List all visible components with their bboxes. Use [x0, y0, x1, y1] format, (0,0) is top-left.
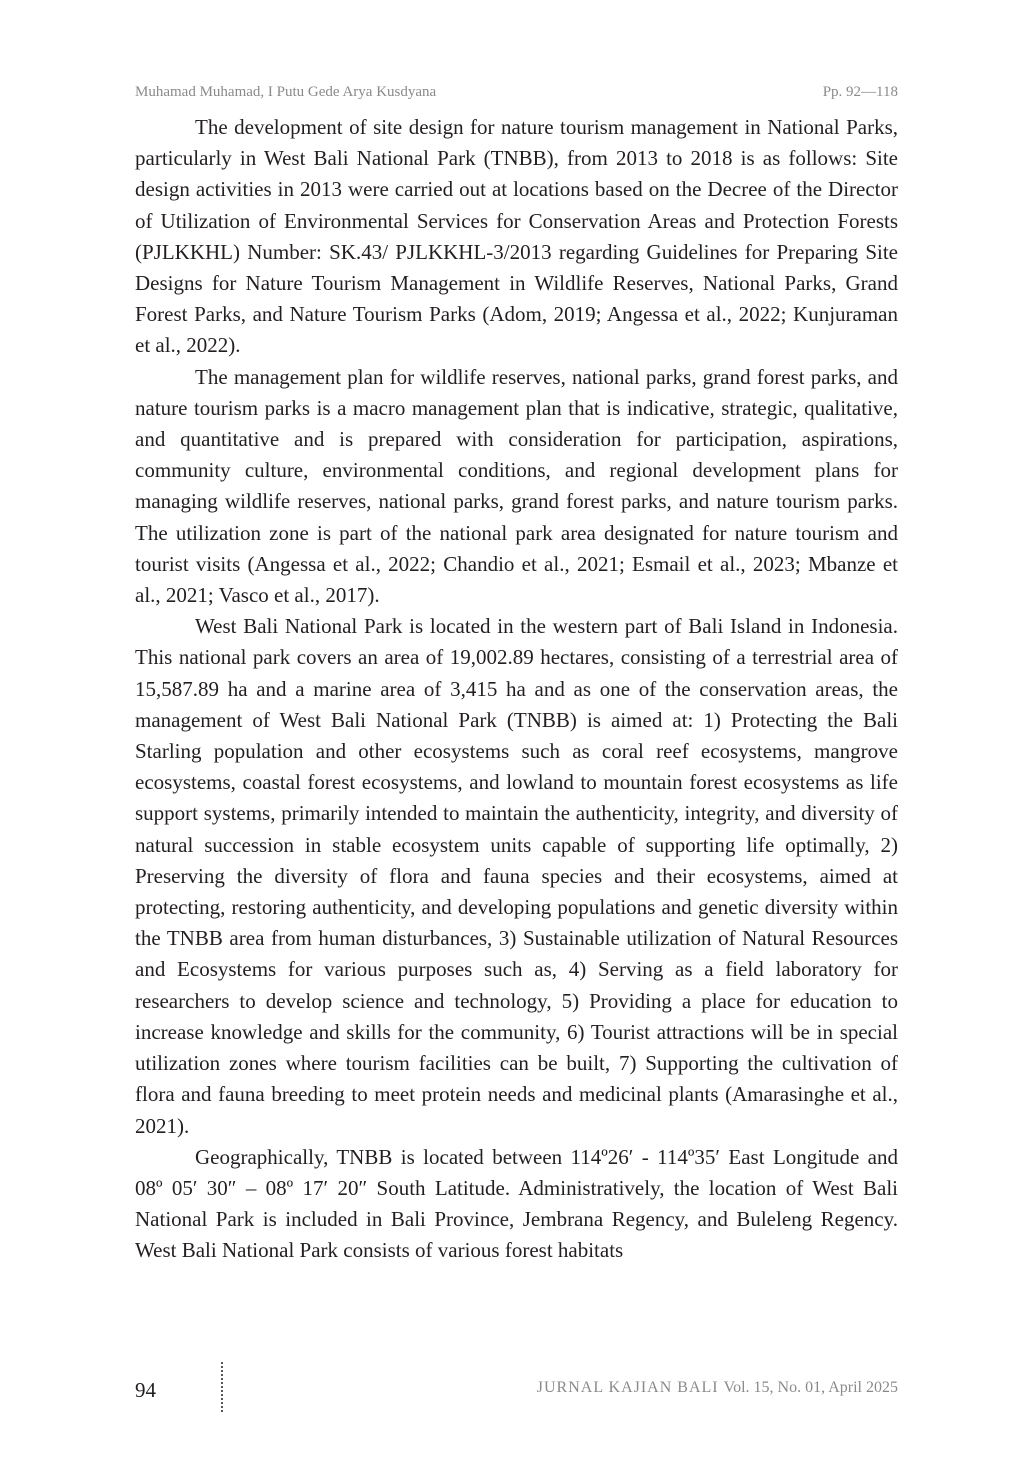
- journal-issue: Vol. 15, No. 01, April 2025: [723, 1379, 898, 1396]
- paragraph: West Bali National Park is located in the western part of Bali Island in Indonesia. This national park covers an area of 19,002.89 hectares, consisting of a terrestrial area of 15,587.89 ha and a marine area of 3,415 ha and as one of the conservation areas, the management of West Bali National Park (TNBB) is aimed at: 1) Protecting the Bali Starling population and other ecosystems such as coral reef ecosystems, mangrove ecosystems, coastal forest ecosystems, and lowland to mountain forest ecosystems as life support systems, primarily intended to maintain the authenticity, integrity, and diversity of natural succession in stable ecosystem units capable of supporting life optimally, 2) Preserving the diversity of flora and fauna species and their ecosystems, aimed at protecting, restoring authenticity, and developing populations and genetic diversity within the TNBB area from human disturbances, 3) Sustainable utilization of Natural Resources and Ecosystems for various purposes such as, 4) Serving as a field laboratory for researchers to develop science and technology, 5) Providing a place for education to increase knowledge and skills for the community, 6) Tourist attractions will be in special utilization zones where tourism facilities can be built, 7) Supporting the cultivation of flora and fauna breeding to meet protein needs and medicinal plants (Amarasinghe et al., 2021).: [135, 614, 898, 1138]
- body-text: [135, 112, 898, 1267]
- footer-divider: [221, 1362, 223, 1412]
- paragraph: Geographically, TNBB is located between 114º26′ - 114º35′ East Longitude and 08º 05′ 30″ – 08º 17′ 20″ South Latitude. Administratively, the location of West Bali National Park is included in Bali Province, Jembrana Regency, and Buleleng Regency. West Bali National Park consists of various forest habitats: [135, 1144, 898, 1263]
- paragraph: The management plan for wildlife reserves, national parks, grand forest parks, and nature tourism parks is a macro management plan that is indicative, strategic, qualitative, and quantitative and is prepared with consideration for participation, aspirations, community culture, environmental conditions, and regional development plans for managing wildlife reserves, national parks, grand forest parks, and nature tourism parks. The utilization zone is part of the national park area designated for nature tourism and tourist visits (Angessa et al., 2022; Chandio et al., 2021; Esmail et al., 2023; Mbanze et al., 2021; Vasco et al., 2017).: [135, 364, 898, 608]
- journal-citation: [537, 1379, 898, 1397]
- paragraph: The development of site design for nature tourism management in National Parks, particularly in West Bali National Park (TNBB), from 2013 to 2018 is as follows: Site design activities in 2013 were carried out at locations based on the Decree of the Director of Utilization of Environmental Services for Conservation Areas and Protection Forests (PJLKKHL) Number: SK.43/ PJLKKHL-3/2013 regarding Guidelines for Preparing Site Designs for Nature Tourism Management in Wildlife Reserves, National Parks, Grand Forest Parks, and Nature Tourism Parks (Adom, 2019; Angessa et al., 2022; Kunjuraman et al., 2022).: [135, 115, 898, 358]
- header-pages: Pp. 92—118: [822, 83, 898, 100]
- running-header: [135, 80, 898, 104]
- header-authors: Muhamad Muhamad, I Putu Gede Arya Kusdyana: [135, 83, 437, 100]
- journal-name: JURNAL KAJIAN BALI: [536, 1379, 719, 1396]
- page-number: 94: [135, 1378, 156, 1402]
